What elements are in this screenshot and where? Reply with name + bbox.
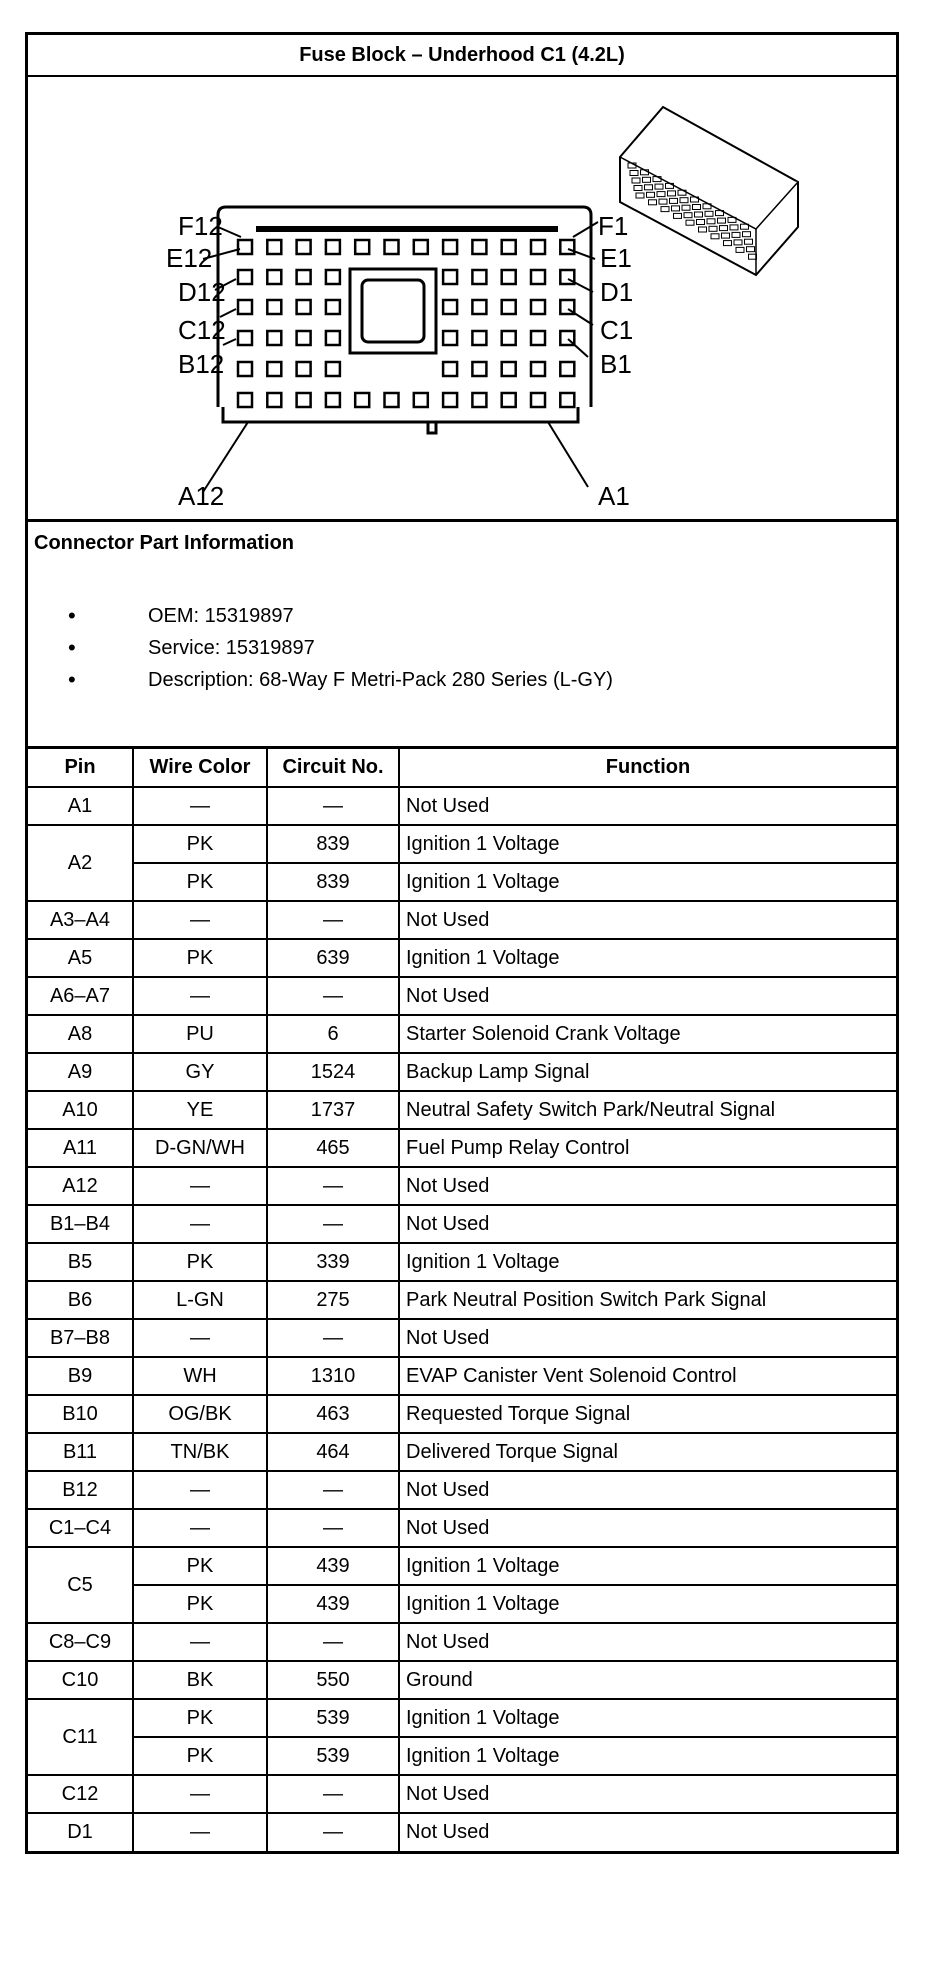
pin-cavity	[443, 240, 457, 254]
function-cell: Not Used	[399, 977, 896, 1015]
pin-label-right: E1	[600, 243, 632, 273]
function-cell: Starter Solenoid Crank Voltage	[399, 1015, 896, 1053]
table-row	[28, 1433, 896, 1471]
function-cell: Ignition 1 Voltage	[399, 1699, 896, 1737]
pin-cavity	[531, 270, 545, 284]
wire-color-cell: WH	[133, 1357, 267, 1395]
pin-cavity	[414, 240, 428, 254]
pin-cavity	[502, 270, 516, 284]
circuit-cell: 550	[267, 1661, 399, 1699]
function-cell: Ignition 1 Voltage	[399, 1243, 896, 1281]
function-cell: Not Used	[399, 1509, 896, 1547]
pin-cavity	[531, 240, 545, 254]
wire-color-cell: OG/BK	[133, 1395, 267, 1433]
pin-cell: B5	[28, 1243, 133, 1281]
pin-cavity	[531, 300, 545, 314]
wire-color-cell: —	[133, 1167, 267, 1205]
pin-cavity	[326, 270, 340, 284]
pin-cavity	[297, 240, 311, 254]
pin-cavity	[355, 393, 369, 407]
leader-line	[568, 339, 588, 357]
function-cell: Ignition 1 Voltage	[399, 939, 896, 977]
pin-cavity	[443, 270, 457, 284]
table-row	[28, 1775, 896, 1813]
circuit-cell: —	[267, 1167, 399, 1205]
table-row	[28, 1509, 896, 1547]
pin-cell: C5	[28, 1547, 133, 1623]
function-cell: EVAP Canister Vent Solenoid Control	[399, 1357, 896, 1395]
pin-cavity	[443, 393, 457, 407]
pin-cell: A6–A7	[28, 977, 133, 1015]
connector-info	[28, 522, 896, 749]
function-cell: Fuel Pump Relay Control	[399, 1129, 896, 1167]
pinout-table	[28, 749, 896, 1851]
table-row	[28, 1205, 896, 1243]
pin-cell: A5	[28, 939, 133, 977]
pin-cavity	[472, 393, 486, 407]
wire-color-cell: —	[133, 787, 267, 825]
sheet-title: Fuse Block – Underhood C1 (4.2L)	[28, 35, 896, 77]
function-cell: Not Used	[399, 901, 896, 939]
wire-color-cell: PK	[133, 1243, 267, 1281]
wire-color-cell: PK	[133, 1547, 267, 1585]
header-wire-color: Wire Color	[133, 749, 267, 787]
pin-cell: B9	[28, 1357, 133, 1395]
pin-cavity	[531, 331, 545, 345]
table-row	[28, 1547, 896, 1585]
pin-cavity	[472, 240, 486, 254]
pin-cell: B6	[28, 1281, 133, 1319]
circuit-cell: 1310	[267, 1357, 399, 1395]
wire-color-cell: PK	[133, 939, 267, 977]
pin-cavity	[238, 331, 252, 345]
pin-cavity	[531, 362, 545, 376]
pin-cavity	[267, 240, 281, 254]
connector-info-list	[68, 600, 613, 696]
function-cell: Ignition 1 Voltage	[399, 1737, 896, 1775]
circuit-cell: —	[267, 1319, 399, 1357]
info-item-description	[68, 664, 613, 696]
table-row	[28, 787, 896, 825]
function-cell: Neutral Safety Switch Park/Neutral Signal	[399, 1091, 896, 1129]
function-cell: Not Used	[399, 1471, 896, 1509]
pin-cell: A10	[28, 1091, 133, 1129]
wire-color-cell: TN/BK	[133, 1433, 267, 1471]
pin-cell: D1	[28, 1813, 133, 1851]
wire-color-cell: —	[133, 1509, 267, 1547]
pin-label-right: B1	[600, 349, 632, 379]
wire-color-cell: GY	[133, 1053, 267, 1091]
wire-color-cell: —	[133, 1319, 267, 1357]
pin-cavity	[297, 270, 311, 284]
pin-cavity	[238, 393, 252, 407]
function-cell: Not Used	[399, 1167, 896, 1205]
function-cell: Ignition 1 Voltage	[399, 825, 896, 863]
circuit-cell: —	[267, 1509, 399, 1547]
table-row	[28, 1813, 896, 1851]
table-row	[28, 1395, 896, 1433]
housing-top-edge	[218, 207, 591, 227]
leader-line	[548, 422, 588, 487]
pin-cavity	[267, 331, 281, 345]
pin-cell: A11	[28, 1129, 133, 1167]
pin-cavity	[531, 393, 545, 407]
wire-color-cell: —	[133, 977, 267, 1015]
pin-cavity	[238, 362, 252, 376]
circuit-cell: 639	[267, 939, 399, 977]
info-item-text: OEM: 15319897	[148, 605, 294, 627]
pin-cavity	[267, 362, 281, 376]
table-row	[28, 1737, 896, 1775]
circuit-cell: —	[267, 1205, 399, 1243]
pin-label-left: F12	[178, 211, 223, 241]
wire-color-cell: YE	[133, 1091, 267, 1129]
pin-cavity	[502, 362, 516, 376]
pin-cell: B12	[28, 1471, 133, 1509]
circuit-cell: 6	[267, 1015, 399, 1053]
table-row	[28, 1623, 896, 1661]
pin-label-right: F1	[598, 211, 629, 241]
pin-label-right: C1	[600, 315, 634, 345]
wire-color-cell: D-GN/WH	[133, 1129, 267, 1167]
pin-cavity	[560, 240, 574, 254]
circuit-cell: 1524	[267, 1053, 399, 1091]
pin-cell: B1–B4	[28, 1205, 133, 1243]
wire-color-cell: PU	[133, 1015, 267, 1053]
connector-face-illustration	[28, 77, 896, 519]
pin-cavity	[326, 300, 340, 314]
table-row	[28, 1091, 896, 1129]
wire-color-cell: —	[133, 1813, 267, 1851]
function-cell: Ground	[399, 1661, 896, 1699]
info-item-oem	[68, 600, 613, 632]
center-block-inner	[362, 280, 424, 342]
pin-label-right: A1	[598, 481, 630, 511]
function-cell: Not Used	[399, 1623, 896, 1661]
pin-cavity	[502, 393, 516, 407]
pin-cell: C8–C9	[28, 1623, 133, 1661]
wire-color-cell: —	[133, 1623, 267, 1661]
function-cell: Ignition 1 Voltage	[399, 863, 896, 901]
table-row	[28, 825, 896, 863]
housing-key-notch	[428, 422, 436, 433]
table-row	[28, 1699, 896, 1737]
circuit-cell: 539	[267, 1737, 399, 1775]
pin-cavity	[297, 393, 311, 407]
pin-cavity	[443, 331, 457, 345]
bullet-icon: •	[68, 603, 76, 628]
wire-color-cell: PK	[133, 825, 267, 863]
pin-cavity	[385, 393, 399, 407]
wire-color-cell: PK	[133, 1737, 267, 1775]
table-row	[28, 901, 896, 939]
table-row	[28, 1319, 896, 1357]
table-row	[28, 1661, 896, 1699]
function-cell: Delivered Torque Signal	[399, 1433, 896, 1471]
circuit-cell: —	[267, 1775, 399, 1813]
table-row	[28, 1167, 896, 1205]
table-row	[28, 1015, 896, 1053]
leader-line	[568, 279, 593, 292]
pin-cavity	[238, 300, 252, 314]
pin-label-left: B12	[178, 349, 225, 379]
pin-cavity	[355, 240, 369, 254]
pin-cell: A12	[28, 1167, 133, 1205]
pin-cell: C12	[28, 1775, 133, 1813]
pin-cavity	[267, 300, 281, 314]
function-cell: Not Used	[399, 1319, 896, 1357]
pin-cavity	[326, 331, 340, 345]
pin-label-left: D12	[178, 277, 226, 307]
pin-label-right: D1	[600, 277, 634, 307]
header-function: Function	[399, 749, 896, 787]
pin-cell: B10	[28, 1395, 133, 1433]
pin-cavity	[385, 240, 399, 254]
circuit-cell: —	[267, 901, 399, 939]
circuit-cell: 463	[267, 1395, 399, 1433]
pin-cavity	[238, 270, 252, 284]
table-row	[28, 1243, 896, 1281]
function-cell: Requested Torque Signal	[399, 1395, 896, 1433]
connector-sheet	[25, 32, 899, 1854]
wire-color-cell: —	[133, 1471, 267, 1509]
wire-color-cell: PK	[133, 1699, 267, 1737]
function-cell: Ignition 1 Voltage	[399, 1547, 896, 1585]
pin-cavity	[560, 362, 574, 376]
pin-cell: B11	[28, 1433, 133, 1471]
pin-cavity	[326, 362, 340, 376]
pin-cell: A8	[28, 1015, 133, 1053]
circuit-cell: —	[267, 787, 399, 825]
wire-color-cell: BK	[133, 1661, 267, 1699]
leader-line	[573, 222, 598, 237]
function-cell: Backup Lamp Signal	[399, 1053, 896, 1091]
leader-line	[568, 309, 593, 325]
table-header-row	[28, 749, 896, 787]
table-row	[28, 939, 896, 977]
circuit-cell: 539	[267, 1699, 399, 1737]
connector-diagram	[28, 77, 896, 522]
info-item-text: Service: 15319897	[148, 637, 315, 659]
wire-color-cell: L-GN	[133, 1281, 267, 1319]
function-cell: Not Used	[399, 787, 896, 825]
pin-cavity	[472, 331, 486, 345]
connector-info-heading: Connector Part Information	[34, 532, 295, 554]
circuit-cell: 839	[267, 825, 399, 863]
circuit-cell: 1737	[267, 1091, 399, 1129]
pin-cavity	[502, 240, 516, 254]
pin-cavity	[414, 393, 428, 407]
circuit-cell: —	[267, 1471, 399, 1509]
housing-bottom-edge	[223, 407, 578, 422]
pin-cell: A1	[28, 787, 133, 825]
pin-cavity	[238, 240, 252, 254]
table-row	[28, 977, 896, 1015]
function-cell: Ignition 1 Voltage	[399, 1585, 896, 1623]
pin-label-left: C12	[178, 315, 226, 345]
function-cell: Not Used	[399, 1775, 896, 1813]
connector-3d-thumbnail-icon	[620, 107, 798, 275]
table-row	[28, 1053, 896, 1091]
header-pin: Pin	[28, 749, 133, 787]
pin-label-left: E12	[166, 243, 213, 273]
pin-cavity	[297, 331, 311, 345]
pin-cavity	[297, 300, 311, 314]
function-cell: Not Used	[399, 1205, 896, 1243]
pin-cavity	[472, 362, 486, 376]
pin-cell: B7–B8	[28, 1319, 133, 1357]
pin-cavity	[267, 270, 281, 284]
pin-cavity	[326, 393, 340, 407]
pin-label-left: A12	[178, 481, 225, 511]
pin-cell: C10	[28, 1661, 133, 1699]
circuit-cell: 339	[267, 1243, 399, 1281]
bullet-icon: •	[68, 635, 76, 660]
circuit-cell: 839	[267, 863, 399, 901]
wire-color-cell: —	[133, 1775, 267, 1813]
pin-cell: A2	[28, 825, 133, 901]
pin-cavity	[267, 393, 281, 407]
wire-color-cell: —	[133, 901, 267, 939]
pin-cell: A9	[28, 1053, 133, 1091]
circuit-cell: —	[267, 1623, 399, 1661]
table-row	[28, 1357, 896, 1395]
bullet-icon: •	[68, 667, 76, 692]
circuit-cell: —	[267, 1813, 399, 1851]
pin-cavity	[502, 331, 516, 345]
circuit-cell: 275	[267, 1281, 399, 1319]
pin-cavity	[560, 393, 574, 407]
info-item-text: Description: 68-Way F Metri-Pack 280 Series (L-GY)	[148, 669, 613, 691]
wire-color-cell: PK	[133, 1585, 267, 1623]
circuit-cell: 465	[267, 1129, 399, 1167]
pin-cell: C11	[28, 1699, 133, 1775]
wire-color-cell: —	[133, 1205, 267, 1243]
pin-cavity	[326, 240, 340, 254]
circuit-cell: 439	[267, 1547, 399, 1585]
function-cell: Not Used	[399, 1813, 896, 1851]
pin-cavity	[443, 300, 457, 314]
circuit-cell: —	[267, 977, 399, 1015]
pin-cavity	[472, 300, 486, 314]
wire-color-cell: PK	[133, 863, 267, 901]
header-circuit-no: Circuit No.	[267, 749, 399, 787]
info-item-service	[68, 632, 613, 664]
pin-cavity	[502, 300, 516, 314]
table-row	[28, 863, 896, 901]
table-row	[28, 1281, 896, 1319]
circuit-cell: 439	[267, 1585, 399, 1623]
pin-cavity	[472, 270, 486, 284]
function-cell: Park Neutral Position Switch Park Signal	[399, 1281, 896, 1319]
pin-cell: A3–A4	[28, 901, 133, 939]
pin-cell: C1–C4	[28, 1509, 133, 1547]
table-row	[28, 1129, 896, 1167]
table-row	[28, 1471, 896, 1509]
table-row	[28, 1585, 896, 1623]
pin-cavity	[443, 362, 457, 376]
pin-cavity	[297, 362, 311, 376]
circuit-cell: 464	[267, 1433, 399, 1471]
